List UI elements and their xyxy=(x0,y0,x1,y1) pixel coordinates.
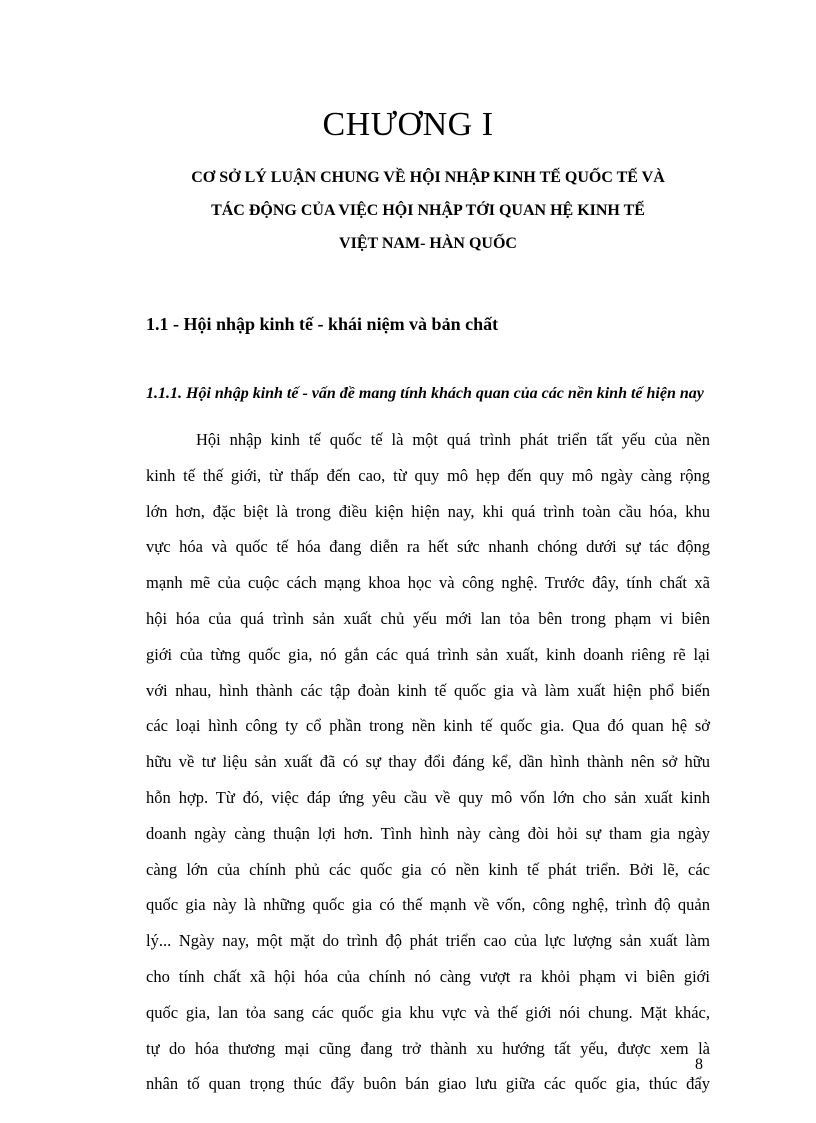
section-heading: 1.1 - Hội nhập kinh tế - khái niệm và bản chất xyxy=(146,314,499,334)
body-line: hỗn hợp. Từ đó, việc đáp ứng yêu cầu về quy mô vốn lớn cho sản xuất kinh xyxy=(146,787,710,807)
body-line: kinh tế thế giới, từ thấp đến cao, từ quy mô hẹp đến quy mô ngày càng rộng xyxy=(146,465,710,485)
chapter-title: CHƯƠNG I xyxy=(322,106,494,143)
body-line: quốc gia, lan tỏa sang các quốc gia khu vực và thế giới nói chung. Mặt khác, xyxy=(146,1002,710,1022)
chapter-subtitle xyxy=(148,161,708,260)
body-line: lý... Ngày nay, một mặt do trình độ phát triển cao của lực lượng sản xuất làm xyxy=(146,931,710,951)
page-number: 8 xyxy=(695,1056,703,1073)
subsection-heading: 1.1.1. Hội nhập kinh tế - vấn đề mang tính khách quan của các nền kinh tế hiện nay xyxy=(146,385,704,402)
body-line: hội hóa của quá trình sản xuất chủ yếu mới lan tỏa bên trong phạm vi biên xyxy=(146,608,710,628)
body-line: vực hóa và quốc tế hóa đang diễn ra hết sức nhanh chóng dưới sự tác động xyxy=(146,537,710,557)
body-line: tự do hóa thương mại cũng đang trở thành xu hướng tất yếu, được xem là xyxy=(146,1038,710,1058)
body-paragraph xyxy=(146,422,710,1102)
body-line: các loại hình công ty cổ phần trong nền kinh tế quốc gia. Qua đó quan hệ sở xyxy=(146,716,710,736)
body-line: Hội nhập kinh tế quốc tế là một quá trình phát triển tất yếu của nền xyxy=(196,430,710,449)
body-line: càng lớn của chính phủ các quốc gia có nền kinh tế phát triển. Bởi lẽ, các xyxy=(146,859,710,879)
body-line: giới của từng quốc gia, nó gắn các quá trình sản xuất, kinh doanh riêng rẽ lại xyxy=(146,644,710,664)
body-line: mạnh mẽ của cuộc cách mạng khoa học và công nghệ. Trước đây, tính chất xã xyxy=(146,573,710,593)
body-line: lớn hơn, đặc biệt là trong điều kiện hiện nay, khi quá trình toàn cầu hóa, khu xyxy=(146,501,710,521)
body-line: hữu về tư liệu sản xuất đã có sự thay đổi đáng kể, dần hình thành nên sở hữu xyxy=(146,752,710,772)
body-line: doanh ngày càng thuận lợi hơn. Tình hình này càng đòi hỏi sự tham gia ngày xyxy=(146,823,710,843)
body-line: nhân tố quan trọng thúc đẩy buôn bán giao lưu giữa các quốc gia, thúc đẩy xyxy=(146,1074,710,1094)
body-line: với nhau, hình thành các tập đoàn kinh tế quốc gia và làm xuất hiện phổ biến xyxy=(146,680,710,700)
chapter-subtitle-line: TÁC ĐỘNG CỦA VIỆC HỘI NHẬP TỚI QUAN HỆ KINH TẾ xyxy=(211,202,645,219)
chapter-subtitle-line: VIỆT NAM- HÀN QUỐC xyxy=(339,235,517,252)
body-line: quốc gia này là những quốc gia có thế mạnh về vốn, công nghệ, trình độ quản xyxy=(146,895,710,915)
chapter-subtitle-line: CƠ SỞ LÝ LUẬN CHUNG VỀ HỘI NHẬP KINH TẾ QUỐC TẾ VÀ xyxy=(191,169,665,186)
body-line: cho tính chất xã hội hóa của chính nó càng vượt ra khỏi phạm vi biên giới xyxy=(146,966,710,986)
